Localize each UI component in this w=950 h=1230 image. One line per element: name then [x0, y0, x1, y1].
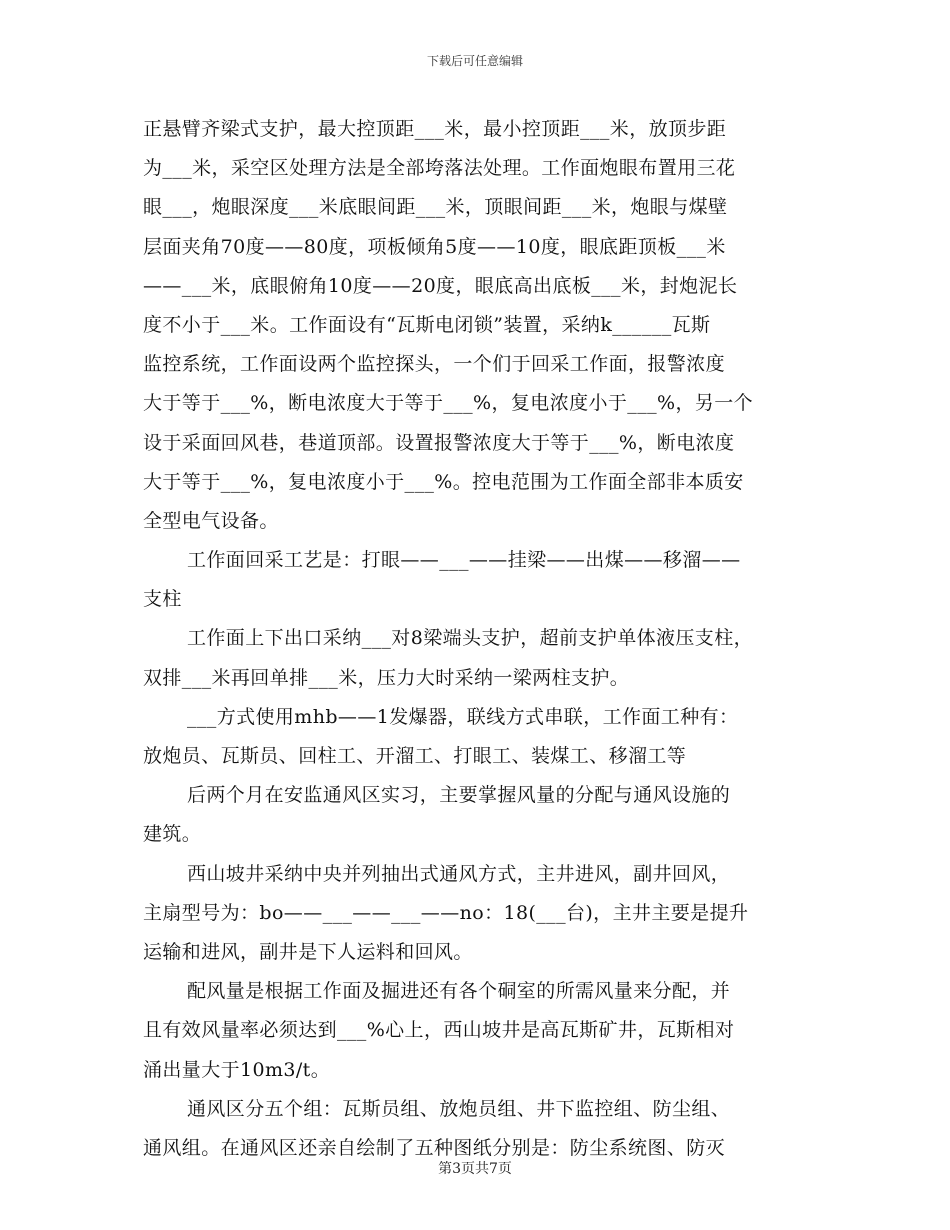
text-line: 工作面回采工艺是：打眼——___——挂梁——出煤——移溜—— [187, 549, 741, 572]
text-line: ___方式使用mhb——1发爆器，联线方式串联，工作面工种有： [187, 705, 739, 728]
text-line: 建筑。 [143, 823, 202, 846]
text-line: 眼___，炮眼深度___米底眼间距___米，顶眼间距___米，炮眼与煤壁 [143, 196, 728, 219]
text-line: 后两个月在安监通风区实习，主要掌握风量的分配与通风设施的 [187, 784, 731, 807]
text-line: 涌出量大于10m3/t。 [143, 1058, 331, 1081]
text-line: 通风区分五个组：瓦斯员组、放炮员组、井下监控组、防尘组、 [187, 1097, 731, 1120]
text-line: 大于等于___%，断电浓度大于等于___%，复电浓度小于___%，另一个 [143, 392, 754, 415]
text-line: 且有效风量率必须达到___%心上，西山坡井是高瓦斯矿井，瓦斯相对 [143, 1019, 735, 1042]
document-body [143, 110, 809, 1168]
text-line: 全型电气设备。 [143, 509, 279, 532]
text-line: 双排___米再回单排___米，压力大时采纳一梁两柱支护。 [143, 666, 630, 689]
text-line: 大于等于___%，复电浓度小于___%。控电范围为工作面全部非本质安 [143, 470, 744, 493]
text-line: 正悬臂齐梁式支护，最大控顶距___米，最小控顶距___米，放顶步距 [143, 118, 727, 140]
text-line: 配风量是根据工作面及掘进还有各个硐室的所需风量来分配，并 [187, 980, 731, 1003]
text-line: 工作面上下出口采纳___对8梁端头支护，超前支护单体液压支柱， [187, 627, 753, 650]
text-line: 支柱 [143, 588, 182, 611]
text-line: 放炮员、瓦斯员、回柱工、开溜工、打眼工、装煤工、移溜工等 [143, 745, 687, 767]
text-line: 设于采面回风巷，巷道顶部。设置报警浓度大于等于___%，断电浓度 [143, 431, 735, 454]
text-line: 运输和进风，副井是下人运料和回风。 [143, 940, 473, 963]
text-line: 监控系统，工作面设两个监控探头，一个们于回采工作面，报警浓度 [143, 353, 726, 376]
page-header: 下载后可任意编辑 [426, 54, 523, 68]
text-line: ——___米，底眼俯角10度——20度，眼底高出底板___米，封炮泥长 [143, 274, 738, 297]
text-line: 主扇型号为：bo——___——___——no：18(___台)，主井主要是提升 [143, 901, 749, 924]
page-footer: 第3页共7页 [438, 1161, 512, 1177]
text-line: 西山坡井采纳中央并列抽出式通风方式，主井进风，副井回风， [187, 862, 731, 885]
text-line: 层面夹角70度——80度，项板倾角5度——10度，眼底距顶板___米 [143, 235, 726, 258]
text-line: 度不小于___米。工作面设有“瓦斯电闭锁”装置，采纳k______瓦斯 [143, 313, 711, 336]
text-line: 为___米，采空区处理方法是全部垮落法处理。工作面炮眼布置用三花 [143, 157, 736, 180]
text-line: 通风组。在通风区还亲自绘制了五种图纸分别是：防尘系统图、防灭 [143, 1136, 726, 1159]
